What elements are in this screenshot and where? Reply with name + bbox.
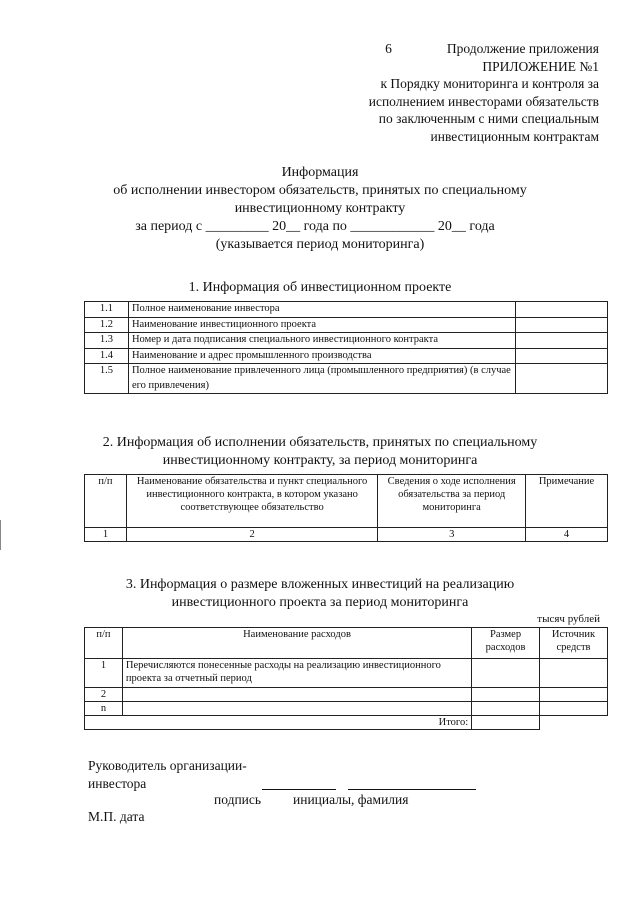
row-number: 1.3 xyxy=(85,333,129,349)
section2-heading-line2: инвестиционному контракту, за период мониторинга xyxy=(162,453,478,468)
page-number: 6 xyxy=(385,41,392,56)
row-number: 1 xyxy=(85,659,123,688)
title-line1: Информация xyxy=(281,165,359,180)
empty-cell xyxy=(540,716,608,730)
total-row xyxy=(85,716,608,730)
row-number: n xyxy=(85,702,123,716)
column-number-row xyxy=(85,528,608,542)
section3-heading-line1: 3. Информация о размере вложенных инвестиций на реализацию xyxy=(125,577,515,592)
stamp-date-label: М.П. дата xyxy=(88,809,145,824)
row-number: 1.2 xyxy=(85,317,129,333)
column-number: 2 xyxy=(126,528,377,542)
title-period: за период с _________ 20__ года по ____________ 20__ года xyxy=(135,219,495,234)
expense-amount-cell[interactable] xyxy=(472,702,540,716)
column-header: Сведения о ходе исполнения обязательства за период мониторинга xyxy=(378,475,526,528)
column-number: 1 xyxy=(85,528,127,542)
row-label: Наименование инвестиционного проекта xyxy=(128,317,515,333)
document-title xyxy=(0,164,640,254)
table-row xyxy=(85,302,608,318)
table-row xyxy=(85,333,608,349)
section3-heading xyxy=(0,576,640,612)
section3-heading-line2: инвестиционного проекта за период мониторинга xyxy=(171,595,469,610)
column-header: Примечание xyxy=(526,475,608,528)
row-value-cell[interactable] xyxy=(516,302,608,318)
row-label: Перечисляются понесенные расходы на реализацию инвестиционного проекта за отчетный период xyxy=(122,659,471,688)
row-label: Полное наименование инвестора xyxy=(128,302,515,318)
funding-source-cell[interactable] xyxy=(540,702,608,716)
funding-source-cell[interactable] xyxy=(540,659,608,688)
row-label: Номер и дата подписания специального инвестиционного контракта xyxy=(128,333,515,349)
column-number: 3 xyxy=(378,528,526,542)
appendix-ref-line2: исполнением инвесторами обязательств xyxy=(368,93,599,109)
row-value-cell[interactable] xyxy=(516,348,608,364)
table-row xyxy=(85,688,608,702)
expense-amount-cell[interactable] xyxy=(472,659,540,688)
row-label[interactable] xyxy=(122,688,471,702)
table-row xyxy=(85,659,608,688)
signature-block xyxy=(88,757,247,793)
column-header: Наименование расходов xyxy=(122,628,471,659)
signature-line[interactable] xyxy=(262,789,336,790)
scan-margin-mark xyxy=(0,520,1,550)
table-row xyxy=(85,702,608,716)
row-number: 1.1 xyxy=(85,302,129,318)
row-number: 1.5 xyxy=(85,364,129,394)
row-value-cell[interactable] xyxy=(516,364,608,394)
row-value-cell[interactable] xyxy=(516,333,608,349)
row-number: 1.4 xyxy=(85,348,129,364)
table-row xyxy=(85,348,608,364)
column-header: Источник средств xyxy=(540,628,608,659)
project-info-table xyxy=(84,301,608,394)
total-label: Итого: xyxy=(85,716,472,730)
row-value-cell[interactable] xyxy=(516,317,608,333)
column-number: 4 xyxy=(526,528,608,542)
table-header-row xyxy=(85,475,608,528)
table-header-row xyxy=(85,628,608,659)
head-title-line1: Руководитель организации- xyxy=(88,758,247,773)
section2-heading xyxy=(0,434,640,470)
units-label: тысяч рублей xyxy=(537,613,600,625)
column-header: п/п xyxy=(85,628,123,659)
investments-table xyxy=(84,627,608,730)
table-row xyxy=(85,364,608,394)
row-label[interactable] xyxy=(122,702,471,716)
column-header: Размер расходов xyxy=(472,628,540,659)
row-number: 2 xyxy=(85,688,123,702)
title-line3: инвестиционному контракту xyxy=(234,201,406,216)
signature-caption: подпись xyxy=(214,792,262,807)
initials-line[interactable] xyxy=(348,789,476,790)
head-title-line2: инвестора xyxy=(88,776,147,791)
continuation-label: Продолжение приложения xyxy=(446,41,599,56)
funding-source-cell[interactable] xyxy=(540,688,608,702)
title-line2: об исполнении инвестором обязательств, принятых по специальному xyxy=(113,183,527,198)
column-header: п/п xyxy=(85,475,127,528)
title-period-note: (указывается период мониторинга) xyxy=(215,237,425,252)
total-amount-cell[interactable] xyxy=(472,716,540,730)
column-header: Наименование обязательства и пункт специального инвестиционного контракта, в котором указано соответствующее обязательство xyxy=(126,475,377,528)
initials-caption: инициалы, фамилия xyxy=(293,792,409,807)
page-number-line xyxy=(369,40,599,58)
appendix-number: ПРИЛОЖЕНИЕ №1 xyxy=(482,58,599,74)
obligations-table xyxy=(84,474,608,542)
appendix-ref-line3: по заключенным с ними специальным xyxy=(378,111,599,126)
appendix-ref-line1: к Порядку мониторинга и контроля за xyxy=(380,76,599,91)
section2-heading-line1: 2. Информация об исполнении обязательств, принятых по специальному xyxy=(102,435,538,450)
table-row xyxy=(85,317,608,333)
expense-amount-cell[interactable] xyxy=(472,688,540,702)
row-label: Наименование и адрес промышленного производства xyxy=(128,348,515,364)
appendix-ref-line4: инвестиционным контрактам xyxy=(430,128,599,144)
appendix-header xyxy=(369,40,599,145)
row-label: Полное наименование привлеченного лица (промышленного предприятия) (в случае его привлечения) xyxy=(128,364,515,394)
section1-heading: 1. Информация об инвестиционном проекте xyxy=(188,280,452,295)
